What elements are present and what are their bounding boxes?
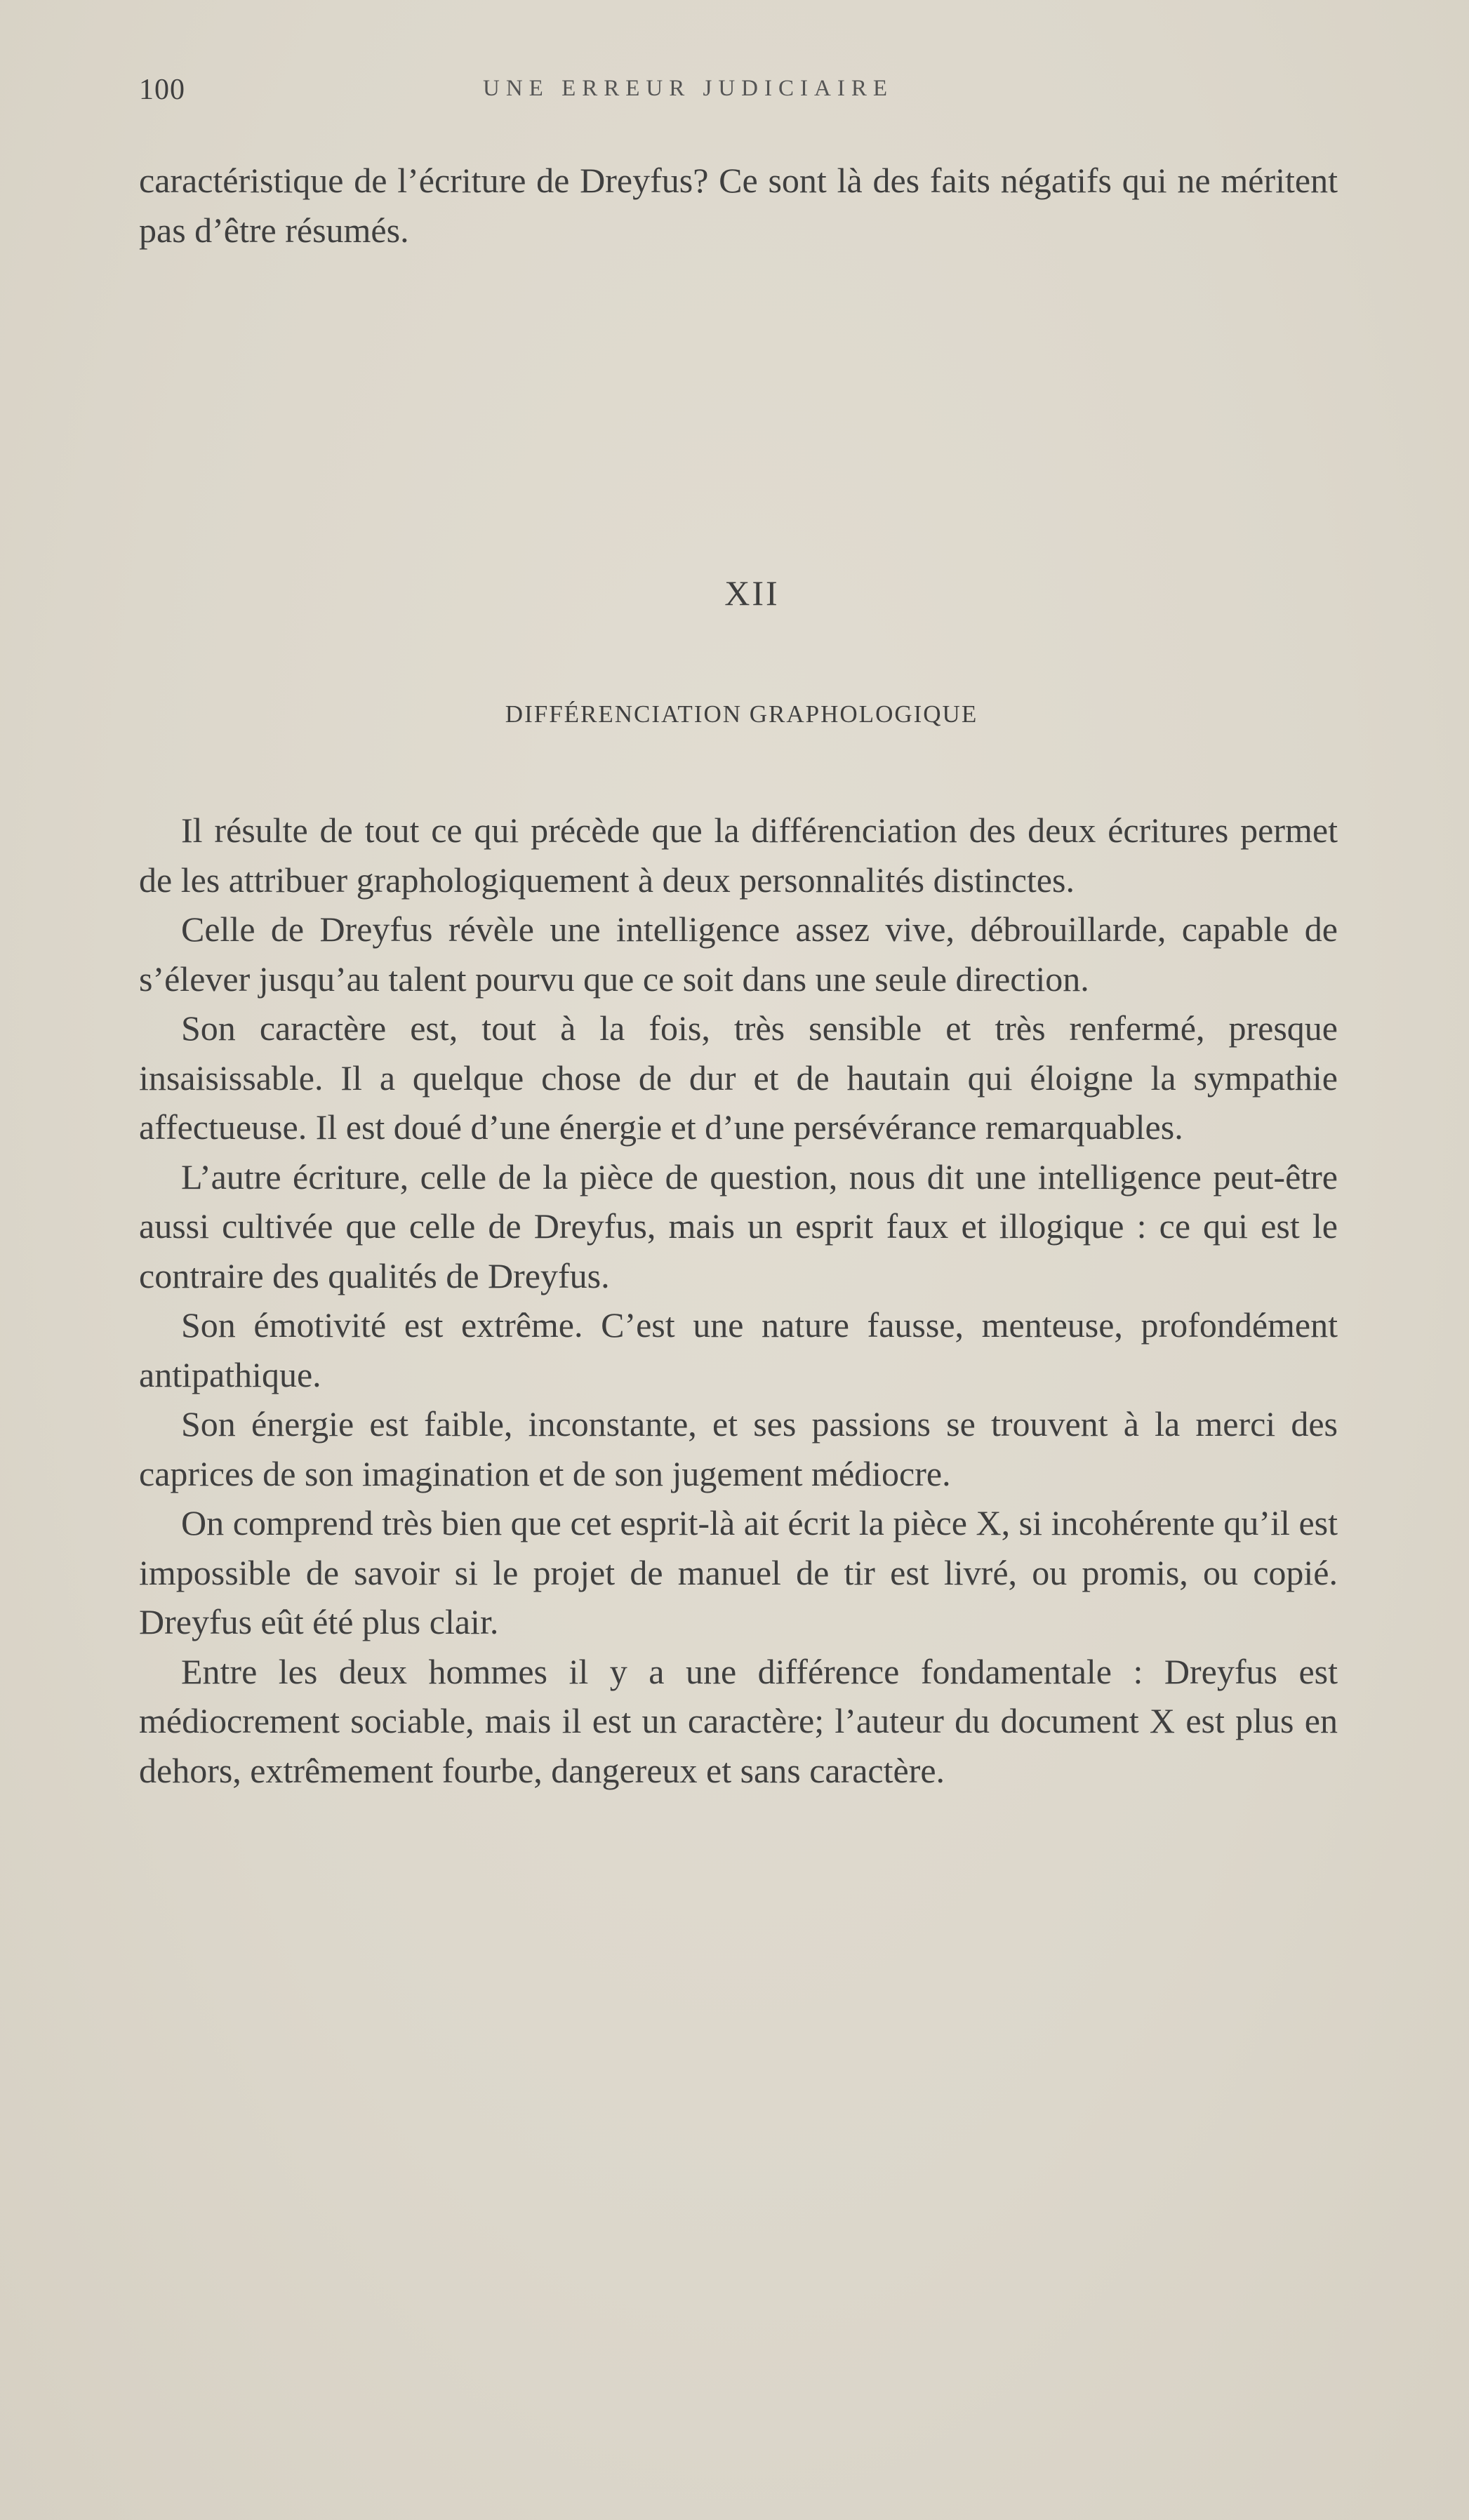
paragraph: On comprend très bien que cet esprit-là ait écrit la pièce X, si incohérente qu’il est impossible de savoir si le projet de manuel de tir est livré, ou promis, ou copié. Dreyfus eût été plus clair. xyxy=(139,1503,1338,1641)
paragraph: Son émotivité est extrême. C’est une nature fausse, menteuse, profondément antipathique. xyxy=(139,1305,1338,1394)
running-title: UNE ERREUR JUDICIAIRE xyxy=(483,76,893,101)
paragraph: Entre les deux hommes il y a une différence fondamentale : Dreyfus est médiocrement sociable, mais il est un caractère; l’auteur du document X est plus en dehors, extrêmement fourbe, dangereux et sans caractère. xyxy=(139,1651,1338,1790)
paragraph: Celle de Dreyfus révèle une intelligence assez vive, débrouillarde, capable de s’élever jusqu’au talent pourvu que ce soit dans une seule direction. xyxy=(139,909,1338,999)
chapter-title: DIFFÉRENCIATION GRAPHOLOGIQUE xyxy=(505,700,978,728)
chapter-number: XII xyxy=(724,573,780,613)
paragraph: Son caractère est, tout à la fois, très sensible et très renfermé, presque insaisissable. Il a quelque chose de dur et de hautain qui éloigne la sympathie affectueuse. Il est doué d’une énergie et d’une persévérance remarquables. xyxy=(139,1008,1338,1147)
paragraph: L’autre écriture, celle de la pièce de question, nous dit une intelligence peut-être aussi cultivée que celle de Dreyfus, mais un esprit faux et illogique : ce qui est le contraire des qualités de Dreyfus. xyxy=(139,1156,1338,1295)
intro-text xyxy=(139,156,1338,255)
page-number: 100 xyxy=(139,74,185,106)
paragraph: Il résulte de tout ce qui précède que la différenciation des deux écritures permet de les attribuer graphologiquement à deux personnalités distinctes. xyxy=(139,811,1338,900)
intro-paragraph: caractéristique de l’écriture de Dreyfus? Ce sont là des faits négatifs qui ne méritent pas d’être résumés. xyxy=(139,161,1338,250)
page-header xyxy=(139,73,1332,115)
chapter-body xyxy=(139,806,1338,1795)
paragraph: Son énergie est faible, inconstante, et ses passions se trouvent à la merci des caprices de son imagination et de son jugement médiocre. xyxy=(139,1404,1338,1493)
